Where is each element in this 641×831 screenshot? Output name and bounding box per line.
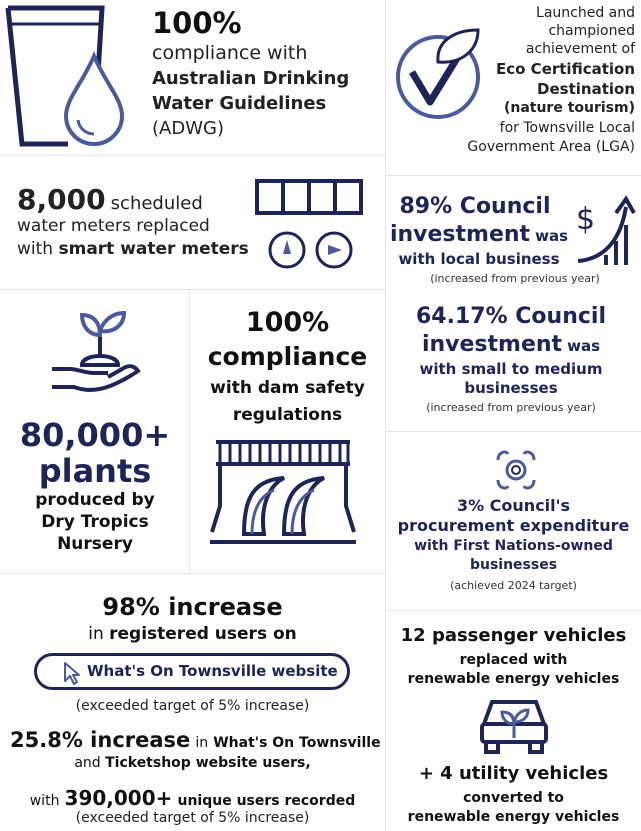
divider (0, 573, 385, 574)
meters-line1-wrap (17, 183, 203, 216)
local-line3: with local business (398, 250, 560, 268)
eco-leaf-check-icon (390, 22, 490, 122)
users-with: with (29, 793, 60, 809)
water-line2: Australian Drinking (152, 68, 350, 89)
divider (0, 289, 385, 290)
sme-line3: with small to medium (419, 360, 603, 378)
water-glass-icon (2, 4, 132, 149)
veh-line6: renewable energy vehicles (407, 809, 620, 825)
plants-line2: Dry Tropics (41, 512, 149, 532)
users-line1-bold: registered users on (109, 624, 297, 644)
water-line3: Water Guidelines (152, 93, 327, 114)
meters-line3-wrap (17, 239, 249, 259)
users-stat2-bold2: Ticketshop website users, (105, 755, 311, 771)
eco-line3: achievement of (525, 41, 635, 57)
veh-line5: converted to (463, 790, 564, 806)
dam-line1: with dam safety (210, 378, 365, 398)
eco-line1: Launched and (536, 5, 635, 21)
water-percent: 100% (152, 6, 242, 40)
divider (386, 610, 641, 611)
water-line1: compliance with (152, 42, 308, 64)
eco-line5: Government Area (LGA) (467, 139, 635, 155)
dam-icon (208, 440, 358, 545)
water-line4: (ADWG) (152, 118, 224, 139)
users-stat2: 25.8% increase (10, 728, 191, 752)
fn-note: (achieved 2024 target) (450, 579, 577, 592)
users-headline: 98% increase (102, 593, 283, 621)
eco-vehicle-icon (478, 694, 550, 756)
users-stat3: 390,000+ (64, 786, 173, 810)
sme-investment: investment (421, 332, 563, 357)
divider (386, 175, 641, 176)
local-investment: investment (389, 222, 531, 247)
cursor-icon (63, 661, 81, 685)
meters-line3-pre: with (17, 239, 59, 259)
users-note2: (exceeded target of 5% increase) (75, 810, 310, 826)
users-stat2-wrap (10, 728, 381, 752)
sme-pct: 64.17% Council (416, 304, 606, 329)
plants-number: 80,000+ (19, 416, 171, 454)
meters-line2: water meters replaced (17, 216, 210, 236)
users-line1-pre: in (88, 624, 110, 644)
dam-word: compliance (207, 342, 368, 371)
plants-line1: produced by (35, 490, 155, 510)
divider (386, 431, 641, 432)
growth-dollar-icon (572, 193, 636, 267)
users-stat2-and: and (74, 755, 101, 771)
meters-line3-bold: smart water meters (58, 239, 249, 259)
dam-line2: regulations (232, 405, 343, 425)
fn-line2: with First Nations-owned (414, 538, 613, 554)
aboriginal-dot-icon (492, 446, 540, 494)
sme-line2-wrap (386, 332, 636, 357)
users-stat3-bold: unique users recorded (177, 793, 356, 809)
eco-bold3: (nature tourism) (503, 100, 635, 116)
users-stat3-wrap (0, 786, 385, 810)
sme-line4: businesses (464, 379, 558, 397)
users-stat2-in: in (195, 735, 209, 751)
veh-line2: replaced with (459, 652, 568, 668)
local-was: was (535, 227, 569, 245)
plants-line3: Nursery (57, 534, 133, 554)
dam-percent: 100% (245, 307, 330, 338)
meters-line1: scheduled (110, 193, 203, 214)
users-stat2-bold1: What's On Townsville (213, 735, 381, 751)
local-note: (increased from previous year) (430, 272, 600, 285)
sme-note: (increased from previous year) (426, 401, 596, 414)
water-meter-icon (254, 178, 366, 274)
plant-hand-icon (48, 305, 144, 397)
users-note1: (exceeded target of 5% increase) (75, 698, 310, 714)
eco-bold2: Destination (537, 80, 635, 98)
users-line1-wrap (0, 624, 385, 644)
svg-text:$: $ (576, 202, 596, 237)
local-pct: 89% Council (399, 194, 551, 219)
users-stat2-line2-wrap (0, 755, 385, 771)
local-line2-wrap (386, 222, 572, 247)
eco-line4: for Townsville Local (499, 120, 635, 136)
fn-line3: businesses (469, 557, 558, 573)
whats-on-link-button[interactable] (34, 653, 350, 690)
fn-line1: procurement expenditure (397, 516, 630, 535)
veh-line3: renewable energy vehicles (407, 671, 620, 687)
fn-pct: 3% Council's (456, 496, 571, 515)
sme-was: was (567, 337, 601, 355)
eco-bold1: Eco Certification (496, 60, 635, 78)
plants-word: plants (38, 452, 152, 490)
eco-line2: championed (548, 23, 635, 39)
veh-line4: + 4 utility vehicles (418, 763, 609, 784)
divider (385, 0, 386, 831)
whats-on-link-label: What's On Townsville website (87, 662, 338, 680)
veh-line1: 12 passenger vehicles (400, 625, 627, 646)
divider (0, 155, 385, 156)
meters-number: 8,000 (17, 183, 106, 216)
